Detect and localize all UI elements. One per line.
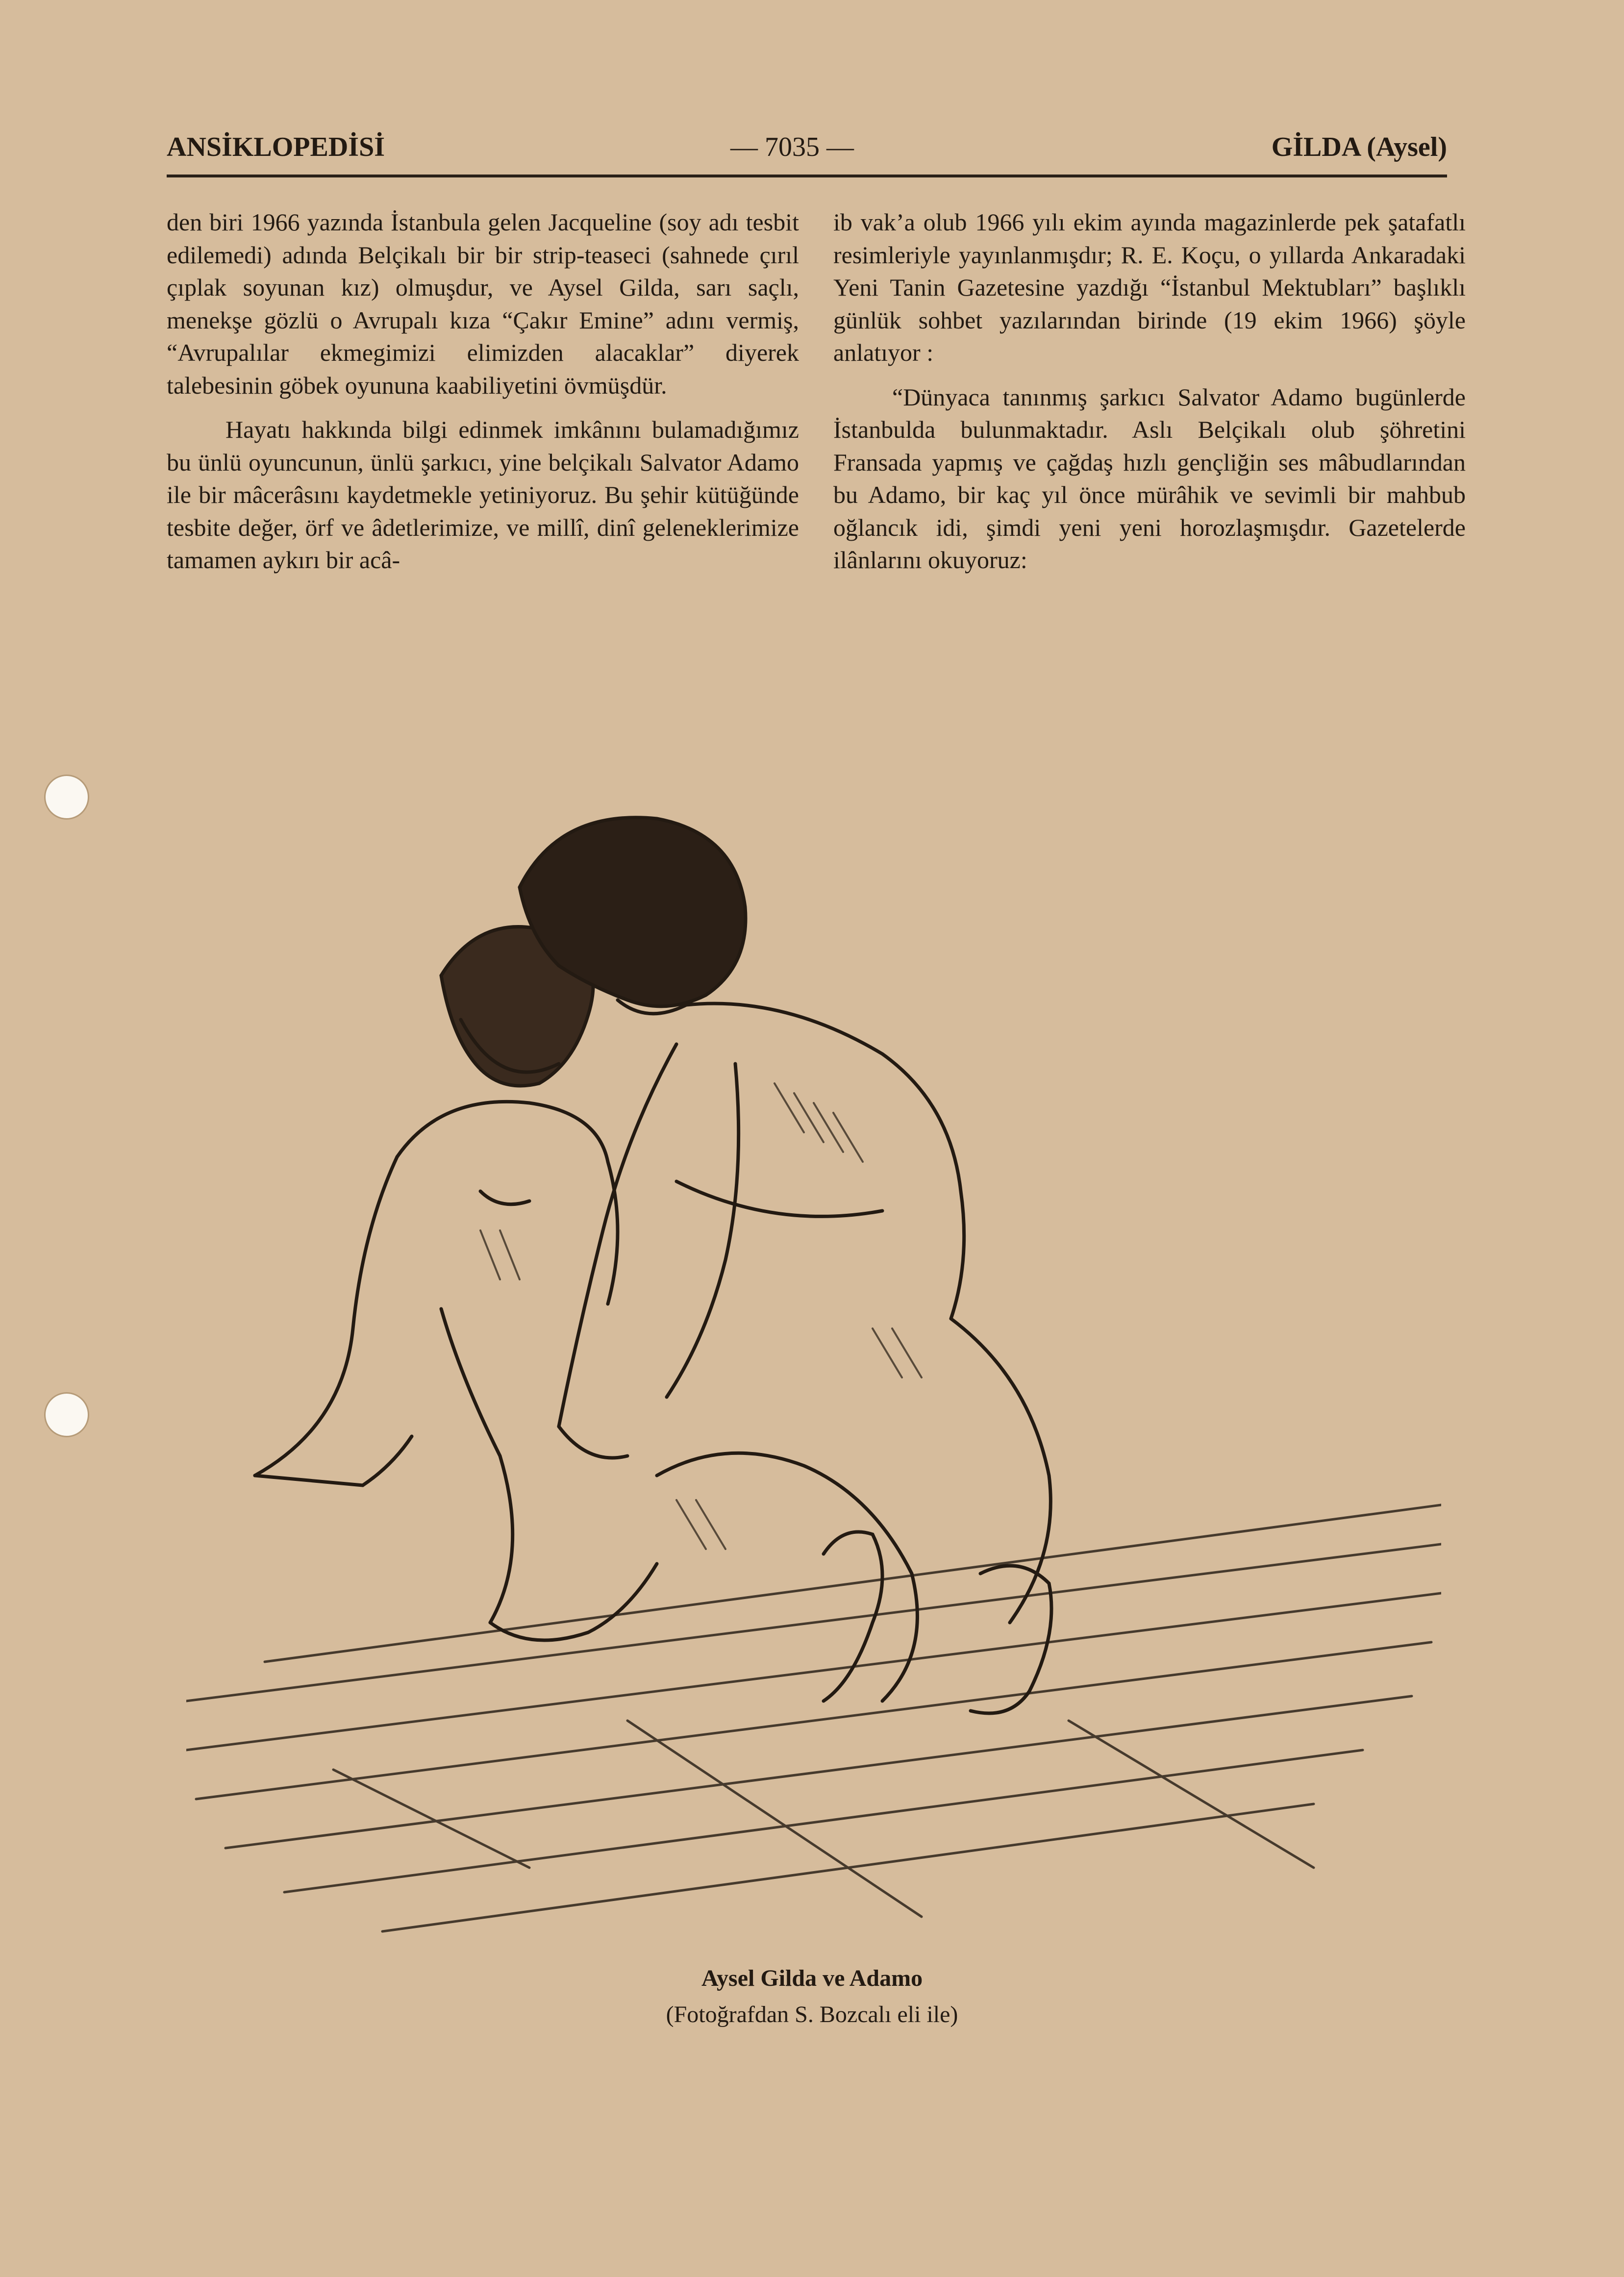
shading-strokes [480,1083,922,1549]
header-rule [167,175,1447,177]
running-head [167,131,1447,175]
quote-paragraph: “Dünyaca tanınmış şarkıcı Salvator Adamo bugünlerde İstanbulda bulunmaktadır. Aslı Belçikalı olub şöhretini Fransada yapmış ve çağdaş hızlı gençliğin ses mâbudlarından bu Adamo, bir kaç yıl önce mürâhik ve sevimli bir mahbub oğlancık idi, şimdi yeni yeni horozlaşmışdır. Gazetelerde ilânlarını okuyoruz: [833,383,1466,574]
figure-caption: Aysel Gilda ve Adamo [701,1965,923,1991]
floor-hatching [186,1505,1441,1931]
woodcut-illustration [186,789,1441,1956]
illustration [186,789,1441,1956]
header-title: ANSİKLOPEDİSİ [167,132,385,162]
paragraph: den biri 1966 yazında İstanbula gelen Jacqueline (soy adı tesbit edilemedi) adında Belçikalı bir bir strip-teaseci (sahnede çırıl çıplak soyunan kız) olmuşdur, ve Aysel Gilda, sarı saçlı, menekşe gözlü o Avrupalı kıza “Çakır Emine” adını vermiş, “Avrupalılar ekmegimizi elimizden alacaklar” diyerek talebesinin göbek oyununa kaabiliyetini övmüşdür. [167,208,799,399]
paragraph: Hayatı hakkında bilgi edinmek imkânını bulamadığımız bu ünlü oyuncunun, ünlü şarkıcı, yine belçikalı Salvator Adamo ile bir mâcerâsını kaydetmekle yetiniyoruz. Bu şehir kütüğünde tesbite değer, örf ve âdetlerimize, ve millî, dinî geleneklerimize tamamen aykırı bir acâ- [167,416,799,574]
kneeling-figure [520,818,1051,1713]
figure-credit: (Fotoğrafdan S. Bozcalı eli ile) [666,2002,958,2027]
seated-figure [255,927,657,1640]
paragraph: ib vak’a olub 1966 yılı ekim ayında magazinlerde pek şatafatlı resimleriyle yayınlanmışdır; R. E. Koçu, o yıllarda Ankaradaki Yeni Tanin Gazetesine yazdığı “İstanbul Mektubları” başlıklı günlük sohbet yazılarından birinde (19 ekim 1966) şöyle anlatıyor : [833,208,1466,366]
left-column [167,206,799,576]
binder-hole-bottom [44,1392,89,1437]
binder-hole-top [44,775,89,820]
page-number: — 7035 — [730,132,854,162]
right-column [833,206,1466,576]
entry-heading: GİLDA (Aysel) [1271,132,1447,162]
